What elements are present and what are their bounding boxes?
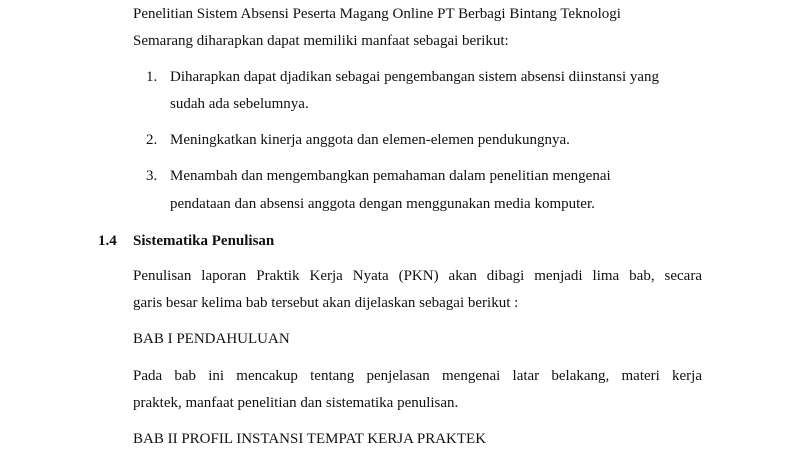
paragraph-writing: [133, 267, 702, 285]
list-item-text: Menambah dan mengembangkan pemahaman dalam penelitian mengenai: [170, 168, 611, 184]
list-item-text-continued: sudah ada sebelumnya.: [170, 96, 309, 112]
list-item-number: 3.: [146, 168, 158, 184]
section-title: Sistematika Penulisan: [133, 233, 275, 249]
chapter-description-line-2: praktek, manfaat penelitian dan sistematika penulisan.: [133, 395, 459, 411]
chapter-description-line-1: Pada bab ini mencakup tentang penjelasan mengenai latar belakang, materi kerja: [133, 368, 702, 384]
section-number: 1.4: [98, 233, 117, 249]
list-item-text-continued: pendataan dan absensi anggota dengan menggunakan media komputer.: [170, 196, 595, 212]
intro-line-1: Penelitian Sistem Absensi Peserta Magang Online PT Berbagi Bintang Teknologi: [133, 6, 621, 22]
chapter-description: [133, 367, 702, 385]
chapter-heading: BAB II PROFIL INSTANSI TEMPAT KERJA PRAKTEK: [133, 431, 487, 447]
list-item-text: Diharapkan dapat djadikan sebagai pengembangan sistem absensi diinstansi yang: [170, 69, 660, 85]
paragraph-line-1: Penulisan laporan Praktik Kerja Nyata (PKN) akan dibagi menjadi lima bab, secara: [133, 268, 702, 284]
intro-line-2: Semarang diharapkan dapat memiliki manfaat sebagai berikut:: [133, 33, 509, 49]
list-item-number: 1.: [146, 69, 158, 85]
chapter-heading: BAB I PENDAHULUAN: [133, 331, 290, 347]
list-item-number: 2.: [146, 132, 158, 148]
list-item-text: Meningkatkan kinerja anggota dan elemen-elemen pendukungnya.: [170, 132, 570, 148]
paragraph-line-2: garis besar kelima bab tersebut akan dijelaskan sebagai berikut :: [133, 295, 519, 311]
